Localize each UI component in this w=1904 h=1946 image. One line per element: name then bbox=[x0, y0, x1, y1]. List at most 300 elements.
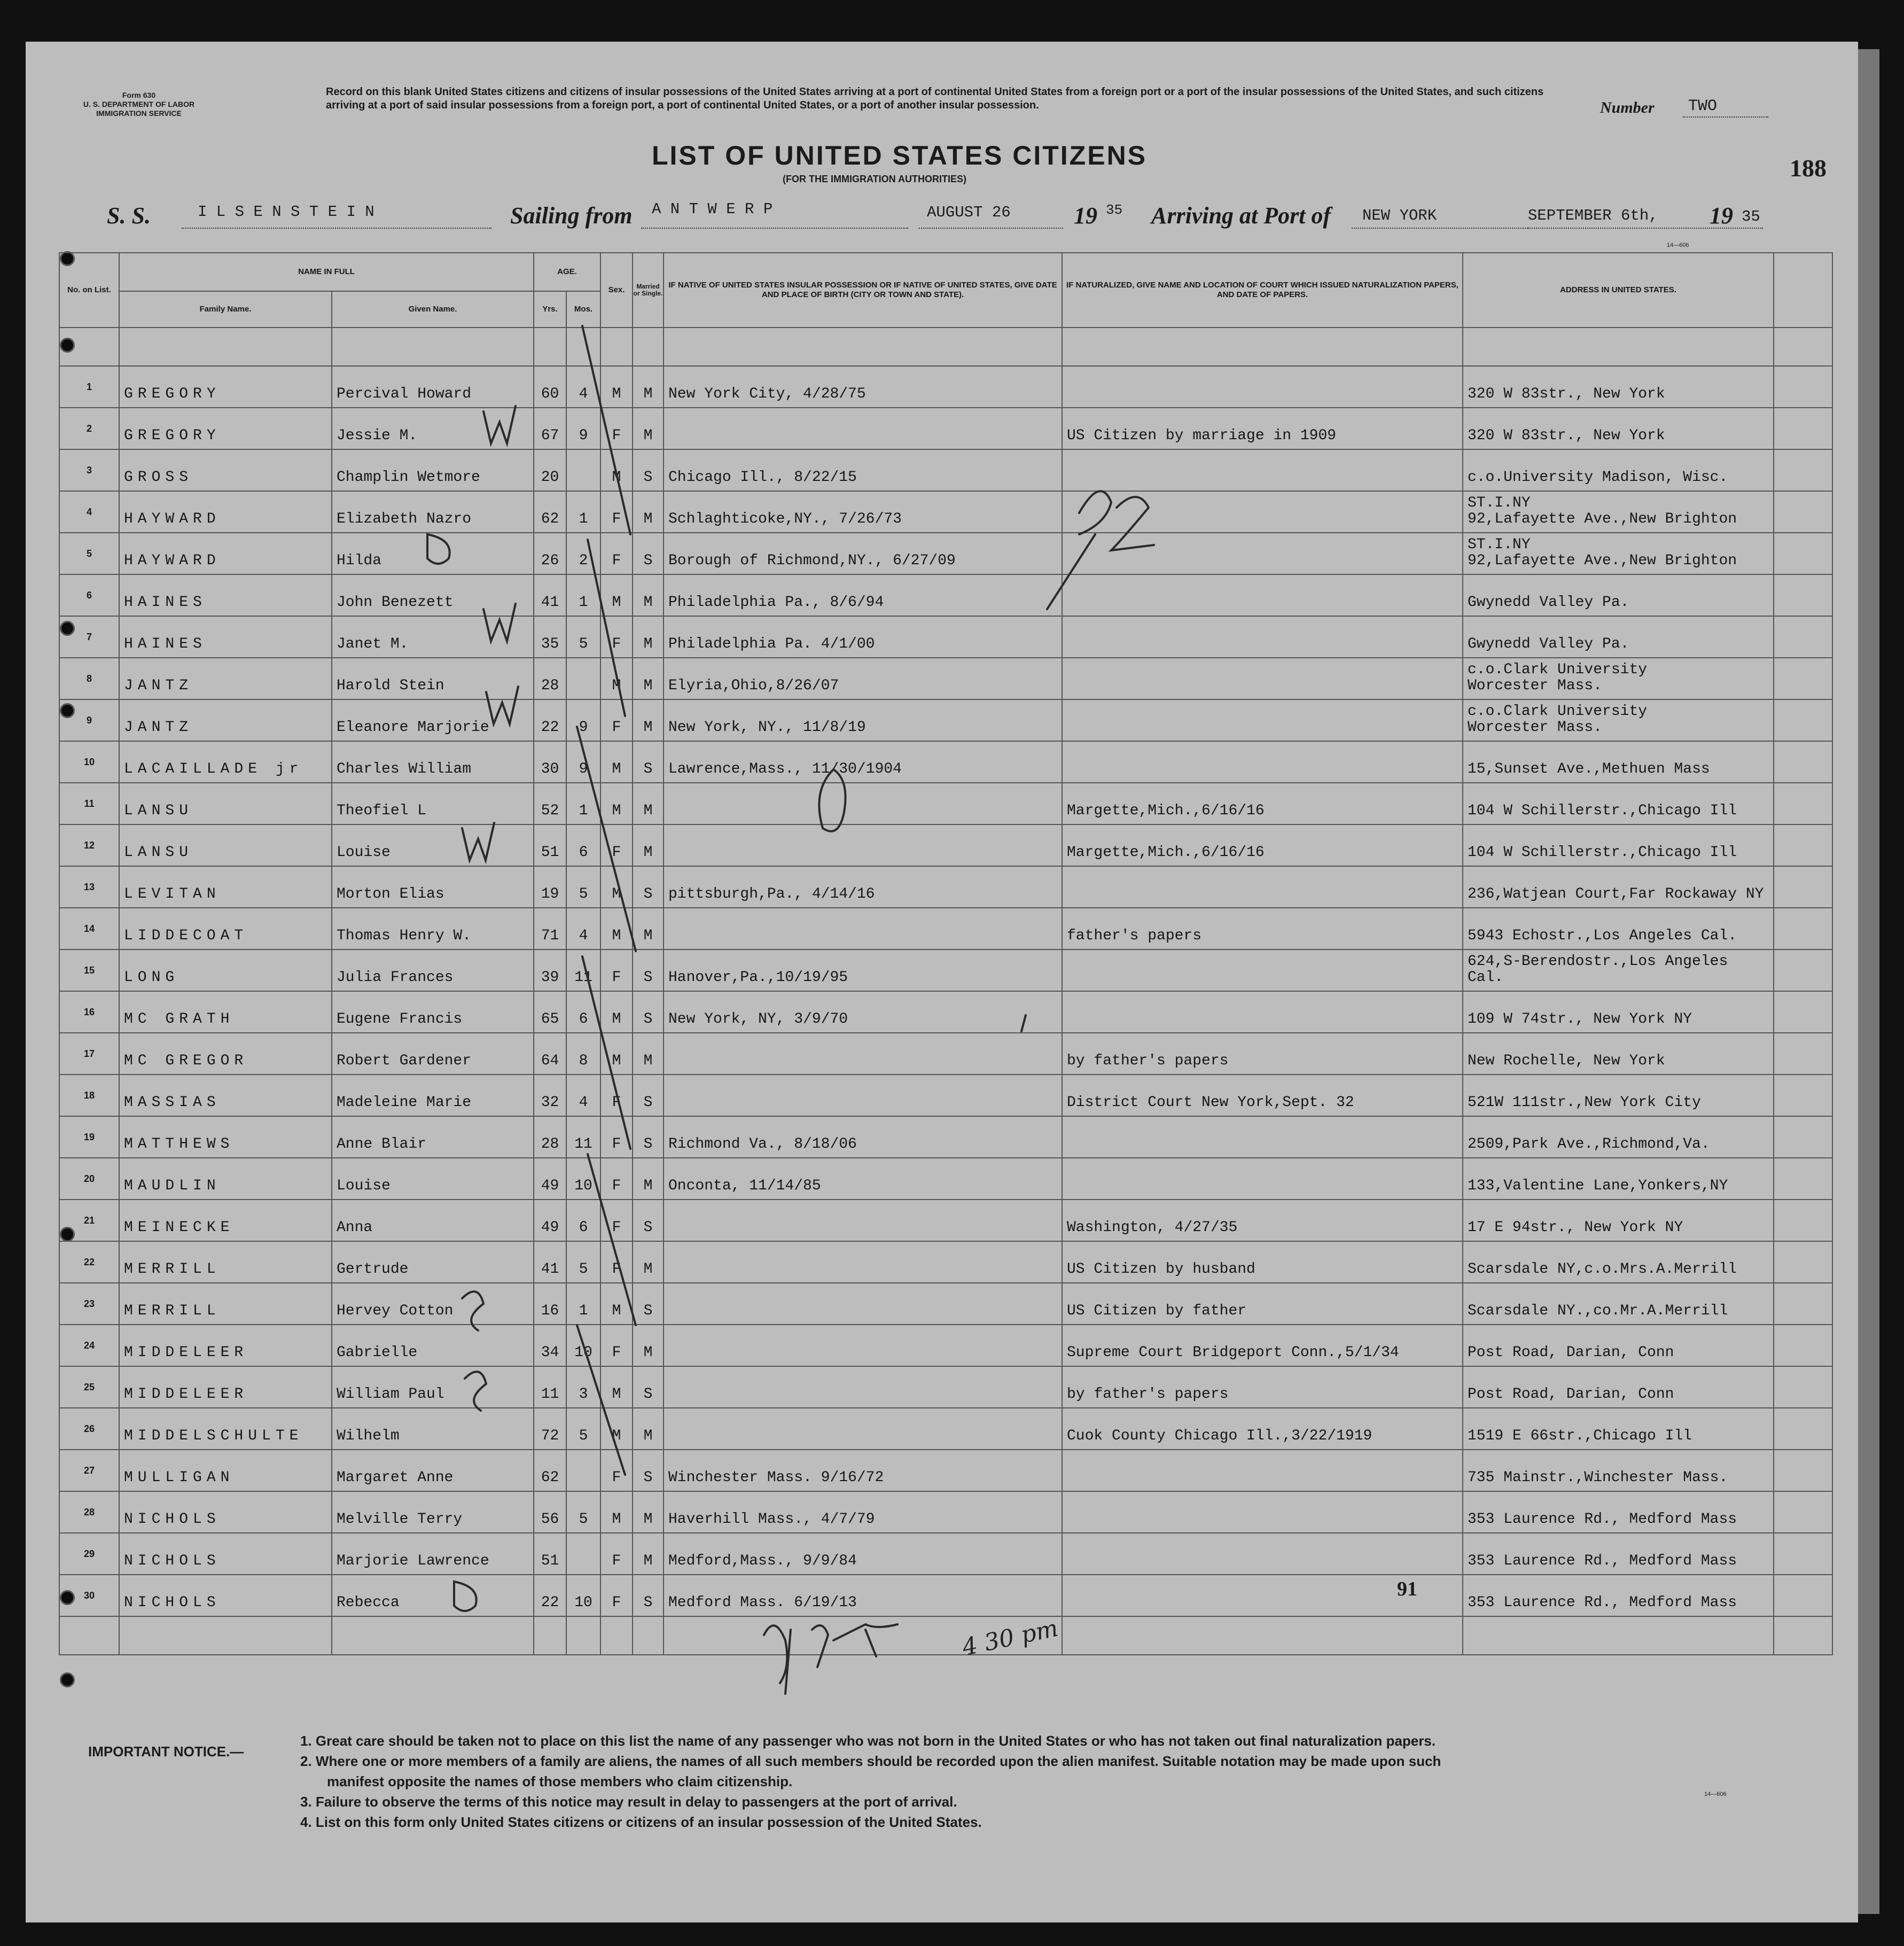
family-name: LEVITAN bbox=[119, 866, 332, 908]
birth-info: Schlaghticoke,NY., 7/26/73 bbox=[664, 491, 1062, 533]
age-months: 1 bbox=[566, 783, 600, 824]
marital-status: M bbox=[633, 616, 664, 658]
age-years: 28 bbox=[534, 658, 566, 699]
naturalization-info: US Citizen by father bbox=[1062, 1283, 1463, 1325]
sex: F bbox=[600, 1158, 633, 1200]
given-name: Marjorie Lawrence bbox=[332, 1533, 534, 1575]
marital-status: M bbox=[633, 1158, 664, 1200]
arrival-year-suffix: 35 bbox=[1742, 208, 1760, 225]
tick-mark bbox=[1021, 1015, 1026, 1031]
sex: F bbox=[600, 408, 633, 449]
age-years: 52 bbox=[534, 783, 566, 824]
record-instruction: Record on this blank United States citizens and citizens of insular possessions of the United States arriving at a port of continental United States from a foreign port or a port of the insular possessions of the United States, and such citizens arriving at a port of said insular possessions from a foreign port, a port of continental United States, or a port of another insular possession. bbox=[326, 86, 1544, 111]
birth-info: New York, NY, 3/9/70 bbox=[664, 991, 1062, 1033]
given-name: Harold Stein bbox=[332, 658, 534, 699]
age-months: 6 bbox=[566, 824, 600, 866]
marital-status: M bbox=[633, 366, 664, 408]
marital-status: S bbox=[633, 1450, 664, 1491]
family-name: GREGORY bbox=[119, 408, 332, 449]
notice-item-3: 3. Failure to observe the terms of this notice may result in delay to passengers at the port of arrival. bbox=[300, 1794, 957, 1810]
sex: F bbox=[600, 616, 633, 658]
address: Post Road, Darian, Conn bbox=[1463, 1366, 1774, 1408]
form-department: U. S. DEPARTMENT OF LABOR bbox=[83, 100, 195, 108]
birth-info: Haverhill Mass., 4/7/79 bbox=[664, 1491, 1062, 1533]
arriving-label: Arriving at Port of bbox=[1151, 203, 1331, 229]
marital-status: S bbox=[633, 1575, 664, 1616]
address: c.o.University Madison, Wisc. bbox=[1463, 449, 1774, 491]
given-name: Anne Blair bbox=[332, 1116, 534, 1158]
age-years: 39 bbox=[534, 949, 566, 991]
marital-status: M bbox=[633, 1408, 664, 1450]
family-name: MIDDELSCHULTE bbox=[119, 1408, 332, 1450]
age-years: 49 bbox=[534, 1158, 566, 1200]
page-title: LIST OF UNITED STATES CITIZENS bbox=[652, 141, 1148, 170]
w-mark bbox=[486, 687, 518, 724]
naturalization-info: US Citizen by husband bbox=[1062, 1241, 1463, 1283]
arrival-year-prefix: 19 bbox=[1710, 203, 1733, 229]
age-years: 32 bbox=[534, 1075, 566, 1116]
given-name: John Benezett bbox=[332, 574, 534, 616]
sex: M bbox=[600, 1491, 633, 1533]
given-name: Rebecca bbox=[332, 1575, 534, 1616]
w-mark bbox=[462, 823, 494, 860]
naturalization-info: by father's papers bbox=[1062, 1033, 1463, 1075]
age-years: 26 bbox=[534, 533, 566, 574]
sex: F bbox=[600, 824, 633, 866]
sex: M bbox=[600, 1366, 633, 1408]
family-name: JANTZ bbox=[119, 699, 332, 741]
marital-status: M bbox=[633, 491, 664, 533]
page-number: 188 bbox=[1790, 154, 1827, 182]
age-months: 5 bbox=[566, 1491, 600, 1533]
col-header-name: NAME IN FULL bbox=[119, 253, 534, 291]
age-years: 56 bbox=[534, 1491, 566, 1533]
small-code: 14—606 bbox=[1667, 242, 1689, 248]
row-number: 18 bbox=[59, 1075, 119, 1116]
age-months: 5 bbox=[566, 1241, 600, 1283]
given-name: Wilhelm bbox=[332, 1408, 534, 1450]
d-mark bbox=[454, 1582, 477, 1611]
address: 133,Valentine Lane,Yonkers,NY bbox=[1463, 1158, 1774, 1200]
sail-date: AUGUST 26 bbox=[927, 204, 1011, 221]
birth-info: Medford Mass. 6/19/13 bbox=[664, 1575, 1062, 1616]
naturalization-info: Cuok County Chicago Ill.,3/22/1919 bbox=[1062, 1408, 1463, 1450]
family-name: MULLIGAN bbox=[119, 1450, 332, 1491]
age-months: 5 bbox=[566, 616, 600, 658]
age-months: 6 bbox=[566, 1200, 600, 1241]
birth-info: pittsburgh,Pa., 4/14/16 bbox=[664, 866, 1062, 908]
age-months: 11 bbox=[566, 949, 600, 991]
w-mark bbox=[483, 406, 516, 443]
naturalization-info: Washington, 4/27/35 bbox=[1062, 1200, 1463, 1241]
family-name: NICHOLS bbox=[119, 1533, 332, 1575]
given-name: Eugene Francis bbox=[332, 991, 534, 1033]
family-name: NICHOLS bbox=[119, 1575, 332, 1616]
birth-info: Philadelphia Pa. 4/1/00 bbox=[664, 616, 1062, 658]
birth-info: New York, NY., 11/8/19 bbox=[664, 699, 1062, 741]
naturalization-info: Margette,Mich.,6/16/16 bbox=[1062, 824, 1463, 866]
family-name: MAUDLIN bbox=[119, 1158, 332, 1200]
address: 353 Laurence Rd., Medford Mass bbox=[1463, 1491, 1774, 1533]
check-mark bbox=[588, 1154, 636, 1325]
row-number: 23 bbox=[59, 1283, 119, 1325]
age-months: 4 bbox=[566, 366, 600, 408]
row-number: 10 bbox=[59, 741, 119, 783]
ss-label: S. S. bbox=[107, 203, 151, 229]
row-number: 6 bbox=[59, 574, 119, 616]
sex: F bbox=[600, 1533, 633, 1575]
address: Scarsdale NY,c.o.Mrs.A.Merrill bbox=[1463, 1241, 1774, 1283]
address: 320 W 83str., New York bbox=[1463, 408, 1774, 449]
sex: F bbox=[600, 949, 633, 991]
notice-item-4: 4. List on this form only United States citizens or citizens of an insular possession of the United States. bbox=[300, 1814, 982, 1830]
notice-label: IMPORTANT NOTICE.— bbox=[88, 1743, 244, 1760]
address: 1519 E 66str.,Chicago Ill bbox=[1463, 1408, 1774, 1450]
row-number: 12 bbox=[59, 824, 119, 866]
number-value: TWO bbox=[1688, 97, 1718, 115]
age-years: 19 bbox=[534, 866, 566, 908]
marital-status: M bbox=[633, 1533, 664, 1575]
row-number: 22 bbox=[59, 1241, 119, 1283]
family-name: LONG bbox=[119, 949, 332, 991]
address: ST.I.NY 92,Lafayette Ave.,New Brighton bbox=[1463, 491, 1774, 533]
age-years: 65 bbox=[534, 991, 566, 1033]
marital-status: M bbox=[633, 408, 664, 449]
family-name: LANSU bbox=[119, 783, 332, 824]
address: Gwynedd Valley Pa. bbox=[1463, 574, 1774, 616]
row-number: 8 bbox=[59, 658, 119, 699]
row-number: 30 bbox=[59, 1575, 119, 1616]
given-name: Gabrielle bbox=[332, 1325, 534, 1366]
row-number: 14 bbox=[59, 908, 119, 949]
col-header-birth: IF NATIVE OF UNITED STATES INSULAR POSSESSION OR IF NATIVE OF UNITED STATES, GIVE DATE AND PLACE OF BIRTH (CITY OR TOWN AND STATE). bbox=[664, 253, 1062, 328]
row-number: 3 bbox=[59, 449, 119, 491]
family-name: HAINES bbox=[119, 574, 332, 616]
arrival-date: SEPTEMBER 6th, bbox=[1528, 207, 1658, 224]
family-name: MEINECKE bbox=[119, 1200, 332, 1241]
age-years: 34 bbox=[534, 1325, 566, 1366]
sex: F bbox=[600, 1200, 633, 1241]
handwritten-note: 4 30 pm bbox=[959, 1614, 1061, 1662]
sex: M bbox=[600, 783, 633, 824]
col-header-naturalized: IF NATURALIZED, GIVE NAME AND LOCATION OF COURT WHICH ISSUED NATURALIZATION PAPERS, AND DATE OF PAPERS. bbox=[1062, 253, 1463, 328]
row-number: 17 bbox=[59, 1033, 119, 1075]
given-name: Hilda bbox=[332, 533, 534, 574]
birth-info: Lawrence,Mass., 11/30/1904 bbox=[664, 741, 1062, 783]
given-name: Louise bbox=[332, 824, 534, 866]
age-years: 72 bbox=[534, 1408, 566, 1450]
birth-info: Medford,Mass., 9/9/84 bbox=[664, 1533, 1062, 1575]
check-mark bbox=[582, 326, 630, 534]
age-months: 1 bbox=[566, 491, 600, 533]
row-number: 7 bbox=[59, 616, 119, 658]
family-name: MIDDELEER bbox=[119, 1325, 332, 1366]
marital-status: S bbox=[633, 449, 664, 491]
age-years: 67 bbox=[534, 408, 566, 449]
sex: F bbox=[600, 1575, 633, 1616]
marital-status: M bbox=[633, 1491, 664, 1533]
family-name: LACAILLADE jr bbox=[119, 741, 332, 783]
sail-year-suffix: 35 bbox=[1106, 202, 1123, 218]
row-number: 15 bbox=[59, 949, 119, 991]
address: Scarsdale NY.,co.Mr.A.Merrill bbox=[1463, 1283, 1774, 1325]
naturalization-info: Supreme Court Bridgeport Conn.,5/1/34 bbox=[1062, 1325, 1463, 1366]
row-number: 13 bbox=[59, 866, 119, 908]
col-header-marital: Married or Single. bbox=[633, 253, 664, 328]
age-months: 6 bbox=[566, 991, 600, 1033]
check-mark bbox=[577, 1325, 625, 1475]
row-number: 16 bbox=[59, 991, 119, 1033]
col-header-address: ADDRESS IN UNITED STATES. bbox=[1463, 253, 1774, 328]
sex: M bbox=[600, 449, 633, 491]
age-months: 9 bbox=[566, 741, 600, 783]
age-months: 4 bbox=[566, 1075, 600, 1116]
check-mark bbox=[577, 727, 636, 951]
sex: F bbox=[600, 1450, 633, 1491]
sex: F bbox=[600, 1241, 633, 1283]
row-number: 25 bbox=[59, 1366, 119, 1408]
address: 320 W 83str., New York bbox=[1463, 366, 1774, 408]
birth-info: Philadelphia Pa., 8/6/94 bbox=[664, 574, 1062, 616]
row-number: 4 bbox=[59, 491, 119, 533]
family-name: GROSS bbox=[119, 449, 332, 491]
d-mark bbox=[427, 534, 450, 564]
marital-status: M bbox=[633, 908, 664, 949]
marital-status: M bbox=[633, 699, 664, 741]
address: 2509,Park Ave.,Richmond,Va. bbox=[1463, 1116, 1774, 1158]
marital-status: S bbox=[633, 1283, 664, 1325]
col-header-family: Family Name. bbox=[119, 291, 332, 328]
age-years: 71 bbox=[534, 908, 566, 949]
age-years: 30 bbox=[534, 741, 566, 783]
address: 735 Mainstr.,Winchester Mass. bbox=[1463, 1450, 1774, 1491]
sex: M bbox=[600, 741, 633, 783]
address: c.o.Clark University Worcester Mass. bbox=[1463, 699, 1774, 741]
address: ST.I.NY 92,Lafayette Ave.,New Brighton bbox=[1463, 533, 1774, 574]
naturalization-info: by father's papers bbox=[1062, 1366, 1463, 1408]
family-name: MC GREGOR bbox=[119, 1033, 332, 1075]
naturalization-info: District Court New York,Sept. 32 bbox=[1062, 1075, 1463, 1116]
row-number: 24 bbox=[59, 1325, 119, 1366]
col-header-age: AGE. bbox=[534, 253, 600, 291]
row-number: 21 bbox=[59, 1200, 119, 1241]
naturalization-info: Margette,Mich.,6/16/16 bbox=[1062, 783, 1463, 824]
sn-mark bbox=[465, 1372, 486, 1411]
row-number: 5 bbox=[59, 533, 119, 574]
given-name: Eleanore Marjorie bbox=[332, 699, 534, 741]
given-name: Janet M. bbox=[332, 616, 534, 658]
age-years: 35 bbox=[534, 616, 566, 658]
sex: F bbox=[600, 699, 633, 741]
marital-status: S bbox=[633, 741, 664, 783]
birth-info: Winchester Mass. 9/16/72 bbox=[664, 1450, 1062, 1491]
given-name: Madeleine Marie bbox=[332, 1075, 534, 1116]
family-name: MIDDELEER bbox=[119, 1366, 332, 1408]
row-number: 9 bbox=[59, 699, 119, 741]
family-name: HAYWARD bbox=[119, 491, 332, 533]
given-name: Margaret Anne bbox=[332, 1450, 534, 1491]
age-years: 62 bbox=[534, 1450, 566, 1491]
given-name: Jessie M. bbox=[332, 408, 534, 449]
age-years: 51 bbox=[534, 1533, 566, 1575]
marital-status: S bbox=[633, 991, 664, 1033]
given-name: Thomas Henry W. bbox=[332, 908, 534, 949]
given-name: Louise bbox=[332, 1158, 534, 1200]
sex: M bbox=[600, 908, 633, 949]
age-years: 60 bbox=[534, 366, 566, 408]
age-years: 20 bbox=[534, 449, 566, 491]
loop-mark bbox=[819, 769, 845, 831]
marital-status: S bbox=[633, 866, 664, 908]
row-number: 28 bbox=[59, 1491, 119, 1533]
age-months: 9 bbox=[566, 699, 600, 741]
address: 353 Laurence Rd., Medford Mass bbox=[1463, 1533, 1774, 1575]
marital-status: M bbox=[633, 574, 664, 616]
sex: M bbox=[600, 1033, 633, 1075]
marital-status: S bbox=[633, 1075, 664, 1116]
marital-status: M bbox=[633, 658, 664, 699]
port-from: A N T W E R P bbox=[652, 200, 773, 218]
address: 5943 Echostr.,Los Angeles Cal. bbox=[1463, 908, 1774, 949]
marital-status: S bbox=[633, 949, 664, 991]
naturalization-info: father's papers bbox=[1062, 908, 1463, 949]
port-to: NEW YORK bbox=[1362, 207, 1437, 224]
row-number: 20 bbox=[59, 1158, 119, 1200]
age-months: 10 bbox=[566, 1575, 600, 1616]
sex: M bbox=[600, 574, 633, 616]
sex: M bbox=[600, 1283, 633, 1325]
marital-status: M bbox=[633, 783, 664, 824]
age-months: 10 bbox=[566, 1325, 600, 1366]
naturalization-info: US Citizen by marriage in 1909 bbox=[1062, 408, 1463, 449]
given-name: Anna bbox=[332, 1200, 534, 1241]
sex: F bbox=[600, 1116, 633, 1158]
marital-status: M bbox=[633, 1325, 664, 1366]
notice-item-2-cont: manifest opposite the names of those members who claim citizenship. bbox=[327, 1773, 793, 1789]
sail-year-prefix: 19 bbox=[1074, 203, 1097, 229]
birth-info: Chicago Ill., 8/22/15 bbox=[664, 449, 1062, 491]
sex: F bbox=[600, 533, 633, 574]
age-years: 16 bbox=[534, 1283, 566, 1325]
family-name: LIDDECOAT bbox=[119, 908, 332, 949]
age-months: 9 bbox=[566, 408, 600, 449]
sex: M bbox=[600, 866, 633, 908]
age-months: 5 bbox=[566, 1408, 600, 1450]
address: 624,S-Berendostr.,Los Angeles Cal. bbox=[1463, 949, 1774, 991]
page-subtitle: (FOR THE IMMIGRATION AUTHORITIES) bbox=[783, 174, 966, 184]
marital-status: S bbox=[633, 1200, 664, 1241]
family-name: MASSIAS bbox=[119, 1075, 332, 1116]
marital-status: M bbox=[633, 1241, 664, 1283]
given-name: Elizabeth Nazro bbox=[332, 491, 534, 533]
check-mark bbox=[588, 540, 625, 716]
age-years: 62 bbox=[534, 491, 566, 533]
w-mark bbox=[483, 604, 516, 641]
col-header-yrs: Yrs. bbox=[534, 291, 566, 328]
address: 521W 111str.,New York City bbox=[1463, 1075, 1774, 1116]
address: 15,Sunset Ave.,Methuen Mass bbox=[1463, 741, 1774, 783]
birth-info: New York City, 4/28/75 bbox=[664, 366, 1062, 408]
notice-item-2: 2. Where one or more members of a family are aliens, the names of all such members should be recorded upon the alien manifest. Suitable notation may be made upon such bbox=[300, 1753, 1441, 1769]
given-name: Melville Terry bbox=[332, 1491, 534, 1533]
family-name: HAINES bbox=[119, 616, 332, 658]
birth-info: Elyria,Ohio,8/26/07 bbox=[664, 658, 1062, 699]
age-months: 8 bbox=[566, 1033, 600, 1075]
col-header-no: No. on List. bbox=[59, 253, 119, 328]
age-years: 22 bbox=[534, 699, 566, 741]
age-months: 11 bbox=[566, 1116, 600, 1158]
age-months: 4 bbox=[566, 908, 600, 949]
given-name: Morton Elias bbox=[332, 866, 534, 908]
family-name: JANTZ bbox=[119, 658, 332, 699]
sex: F bbox=[600, 1325, 633, 1366]
marital-status: S bbox=[633, 1116, 664, 1158]
sex: F bbox=[600, 1075, 633, 1116]
birth-info: Richmond Va., 8/18/06 bbox=[664, 1116, 1062, 1158]
age-years: 51 bbox=[534, 824, 566, 866]
col-header-given: Given Name. bbox=[332, 291, 534, 328]
family-name: MERRILL bbox=[119, 1283, 332, 1325]
sex: F bbox=[600, 491, 633, 533]
row-number: 19 bbox=[59, 1116, 119, 1158]
given-name: Julia Frances bbox=[332, 949, 534, 991]
age-months: 5 bbox=[566, 866, 600, 908]
address: 109 W 74str., New York NY bbox=[1463, 991, 1774, 1033]
family-name: NICHOLS bbox=[119, 1491, 332, 1533]
address: 104 W Schillerstr.,Chicago Ill bbox=[1463, 783, 1774, 824]
large-mark bbox=[1047, 491, 1154, 609]
number-label: Number bbox=[1600, 99, 1655, 116]
family-name: MATTHEWS bbox=[119, 1116, 332, 1158]
address: c.o.Clark University Worcester Mass. bbox=[1463, 658, 1774, 699]
family-name: HAYWARD bbox=[119, 533, 332, 574]
row-number: 26 bbox=[59, 1408, 119, 1450]
family-name: LANSU bbox=[119, 824, 332, 866]
address: New Rochelle, New York bbox=[1463, 1033, 1774, 1075]
given-name: Gertrude bbox=[332, 1241, 534, 1283]
age-years: 11 bbox=[534, 1366, 566, 1408]
given-name: Charles William bbox=[332, 741, 534, 783]
family-name: MERRILL bbox=[119, 1241, 332, 1283]
age-years: 41 bbox=[534, 574, 566, 616]
age-months: 10 bbox=[566, 1158, 600, 1200]
age-years: 64 bbox=[534, 1033, 566, 1075]
row-number: 2 bbox=[59, 408, 119, 449]
marital-status: M bbox=[633, 1033, 664, 1075]
signature-mark bbox=[764, 1624, 898, 1694]
marital-status: S bbox=[633, 1366, 664, 1408]
footer-code: 14—606 bbox=[1704, 1791, 1727, 1797]
sex: M bbox=[600, 366, 633, 408]
age-months: 1 bbox=[566, 1283, 600, 1325]
given-name: Hervey Cotton bbox=[332, 1283, 534, 1325]
age-years: 41 bbox=[534, 1241, 566, 1283]
form-service: IMMIGRATION SERVICE bbox=[96, 109, 182, 118]
row-number: 11 bbox=[59, 783, 119, 824]
address: 17 E 94str., New York NY bbox=[1463, 1200, 1774, 1241]
sex: M bbox=[600, 1408, 633, 1450]
given-name: Theofiel L bbox=[332, 783, 534, 824]
row-number: 1 bbox=[59, 366, 119, 408]
age-years: 49 bbox=[534, 1200, 566, 1241]
check-mark bbox=[582, 956, 630, 1149]
marital-status: S bbox=[633, 533, 664, 574]
address: Gwynedd Valley Pa. bbox=[1463, 616, 1774, 658]
family-name: GREGORY bbox=[119, 366, 332, 408]
sn-mark bbox=[462, 1291, 483, 1330]
age-years: 22 bbox=[534, 1575, 566, 1616]
birth-info: Borough of Richmond,NY., 6/27/09 bbox=[664, 533, 1062, 574]
